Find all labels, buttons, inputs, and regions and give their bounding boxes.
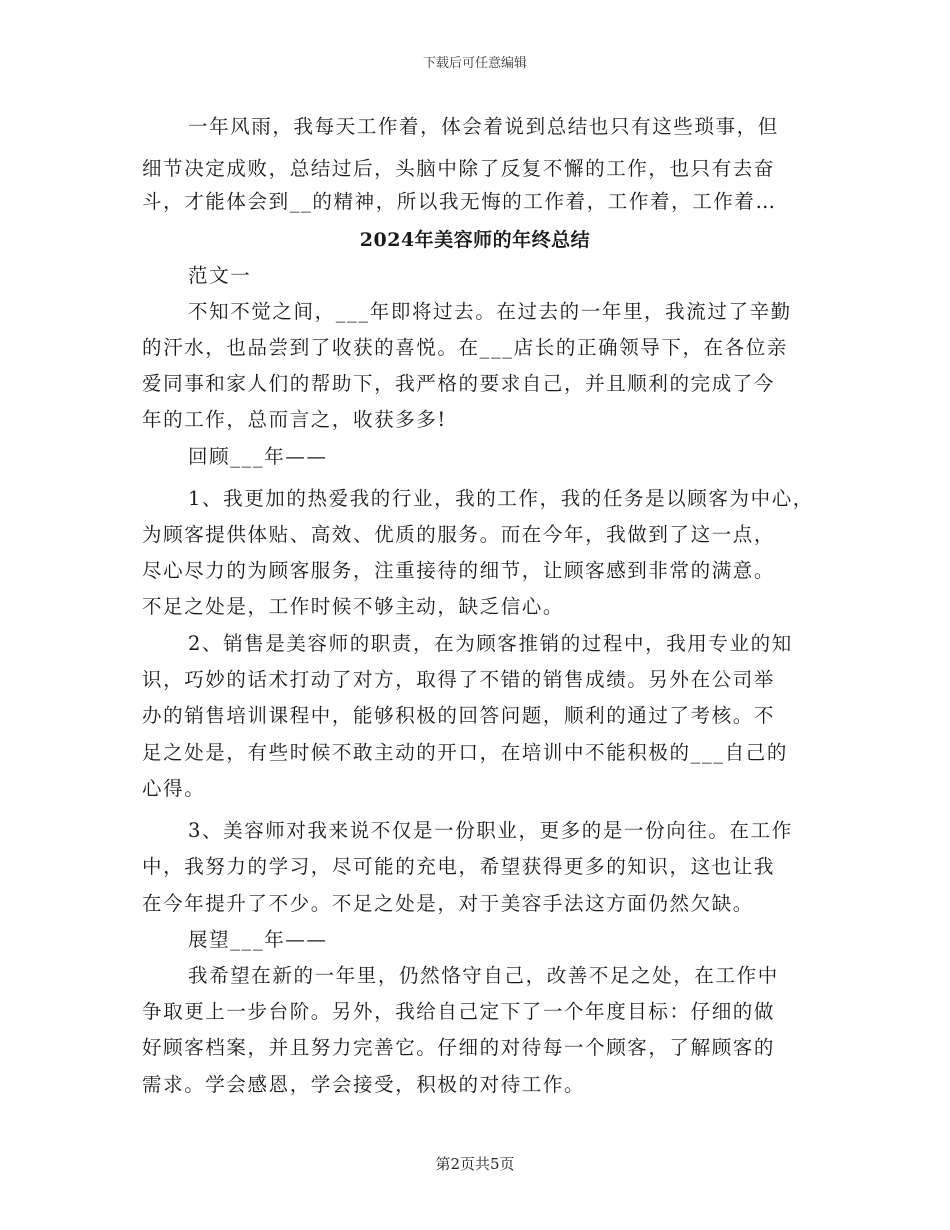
- paragraph-line: 尽心尽力的为顾客服务，注重接待的细节，让顾客感到非常的满意。: [142, 559, 776, 582]
- paragraph-line: 2、销售是美容师的职责，在为顾客推销的过程中，我用专业的知: [188, 632, 793, 655]
- paragraph-line: 好顾客档案，并且努力完善它。仔细的对待每一个顾客，了解顾客的: [142, 1036, 776, 1059]
- paragraph-line: 办的销售培训课程中，能够积极的回答问题，顺利的通过了考核。不: [142, 704, 776, 727]
- intro-line: 斗，才能体会到__的精神，所以我无悔的工作着，工作着，工作着…: [142, 190, 777, 213]
- paragraph-line: 需求。学会感恩，学会接受，积极的对待工作。: [142, 1073, 586, 1096]
- intro-line: 细节决定成败，总结过后，头脑中除了反复不懈的工作，也只有去奋: [142, 157, 776, 180]
- section-label: 范文一: [188, 264, 252, 287]
- paragraph-line: 心得。: [142, 777, 206, 800]
- paragraph-line: 不知不觉之间，___年即将过去。在过去的一年里，我流过了辛勤: [188, 300, 792, 323]
- paragraph-line: 3、美容师对我来说不仅是一份职业，更多的是一份向往。在工作: [188, 819, 793, 842]
- paragraph-line: 在今年提升了不少。不足之处是，对于美容手法这方面仍然欠缺。: [142, 892, 754, 915]
- paragraph-line: 中，我努力的学习，尽可能的充电，希望获得更多的知识，这也让我: [142, 855, 776, 878]
- paragraph-line: 爱同事和家人们的帮助下，我严格的要求自己，并且顺利的完成了今: [142, 372, 776, 395]
- paragraph-line: 足之处是，有些时候不敢主动的开口，在培训中不能积极的___自己的: [142, 741, 788, 764]
- document-title: 2024年美容师的年终总结: [359, 229, 591, 251]
- paragraph-line: 不足之处是，工作时候不够主动，缺乏信心。: [142, 595, 565, 618]
- page-number: 第2页共5页: [435, 1155, 515, 1173]
- page-header: 下载后可任意编辑: [422, 56, 527, 71]
- paragraph-line: 年的工作，总而言之，收获多多!: [142, 408, 447, 431]
- paragraph-line: 的汗水，也品尝到了收获的喜悦。在___店长的正确领导下，在各位亲: [142, 336, 788, 359]
- paragraph-line: 识，巧妙的话术打动了对方，取得了不错的销售成绩。另外在公司举: [142, 668, 776, 691]
- section-heading: 展望___年——: [188, 928, 328, 951]
- paragraph-line: 为顾客提供体贴、高效、优质的服务。而在今年，我做到了这一点，: [142, 523, 776, 546]
- section-heading: 回顾___年——: [188, 445, 328, 468]
- paragraph-line: 我希望在新的一年里，仍然恪守自己，改善不足之处，在工作中: [188, 964, 779, 987]
- intro-line: 一年风雨，我每天工作着，体会着说到总结也只有这些琐事，但: [188, 115, 779, 138]
- paragraph-line: 争取更上一步台阶。另外，我给自己定下了一个年度目标：仔细的做: [142, 1000, 776, 1023]
- paragraph-line: 1、我更加的热爱我的行业，我的工作，我的任务是以顾客为中心，: [188, 487, 814, 510]
